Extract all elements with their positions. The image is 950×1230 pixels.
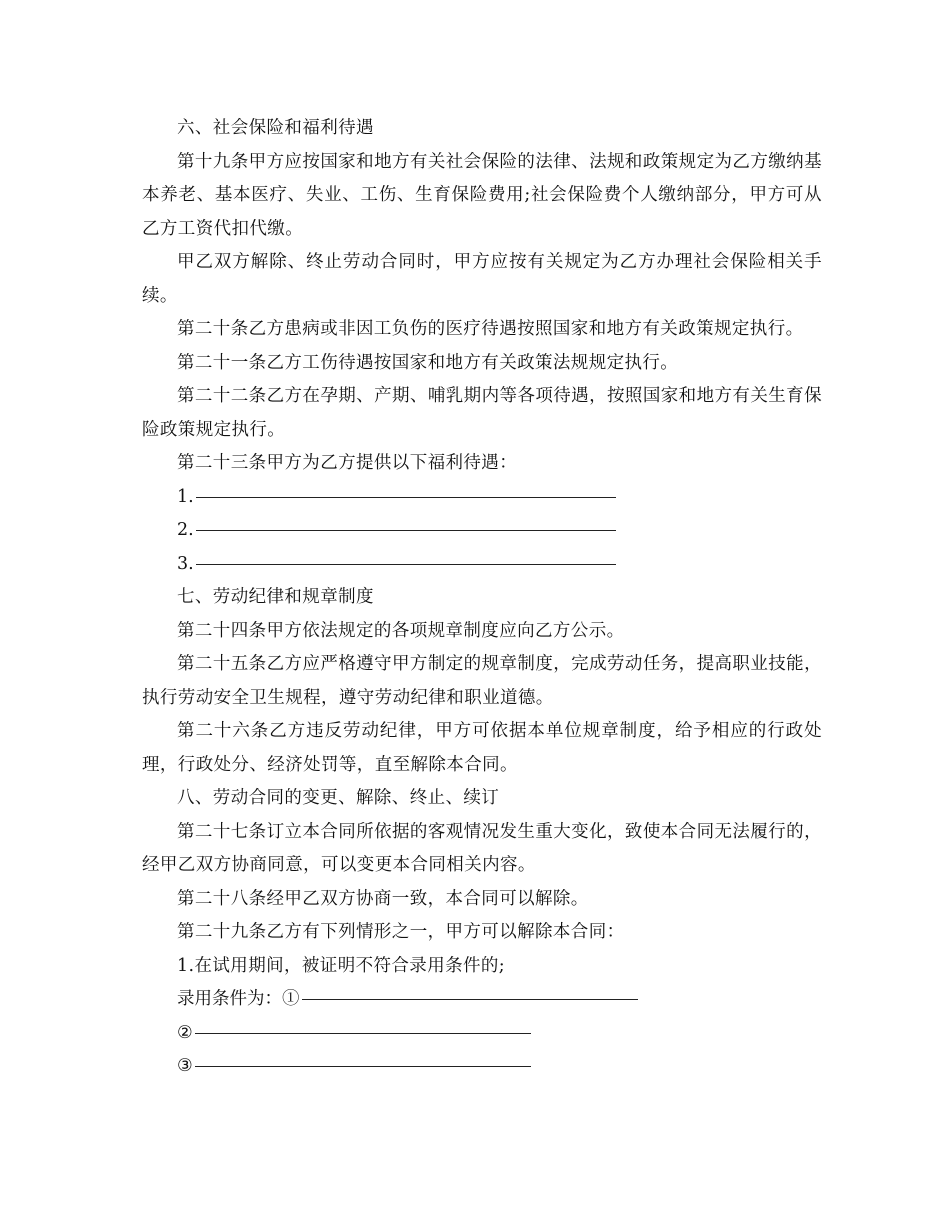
document-body bbox=[142, 112, 822, 1084]
paragraph: 第二十二条乙方在孕期、产期、哺乳期内等各项待遇，按照国家和地方有关生育保险政策规定执行。 bbox=[142, 386, 822, 440]
blank-underline bbox=[302, 998, 638, 1000]
paragraph: 第二十五条乙方应严格遵守甲方制定的规章制度，完成劳动任务，提高职业技能，执行劳动安全卫生规程，遵守劳动纪律和职业道德。 bbox=[142, 654, 822, 708]
blank-label: ② bbox=[177, 1022, 193, 1043]
paragraph: 第二十九条乙方有下列情形之一，甲方可以解除本合同： bbox=[177, 922, 625, 942]
paragraph: 六、社会保险和福利待遇 bbox=[177, 118, 374, 138]
paragraph: 1.在试用期间，被证明不符合录用条件的; bbox=[177, 955, 506, 976]
blank-label: 1. bbox=[177, 486, 194, 507]
paragraph: 第二十三条甲方为乙方提供以下福利待遇： bbox=[177, 453, 518, 473]
paragraph: 第二十条乙方患病或非因工负伤的医疗待遇按照国家和地方有关政策规定执行。 bbox=[177, 319, 804, 339]
paragraph: 第二十四条甲方依法规定的各项规章制度应向乙方公示。 bbox=[177, 620, 625, 641]
fill-in-blank-line bbox=[142, 481, 822, 515]
fill-in-blank-line bbox=[142, 983, 822, 1017]
paragraph: 第二十七条订立本合同所依据的客观情况发生重大变化，致使本合同无法履行的，经甲乙双方协商同意，可以变更本合同相关内容。 bbox=[142, 821, 822, 875]
blank-underline bbox=[195, 1065, 531, 1067]
blank-underline bbox=[196, 496, 616, 498]
fill-in-blank-line bbox=[142, 548, 822, 582]
blank-label: 录用条件为：① bbox=[177, 989, 300, 1009]
paragraph: 七、劳动纪律和规章制度 bbox=[177, 587, 374, 607]
paragraph: 第二十六条乙方违反劳动纪律，甲方可依据本单位规章制度，给予相应的行政处理，行政处分、经济处罚等，直至解除本合同。 bbox=[142, 721, 822, 775]
paragraph: 第二十八条经甲乙双方协商一致，本合同可以解除。 bbox=[177, 888, 589, 909]
blank-underline bbox=[196, 529, 616, 531]
paragraph: 第十九条甲方应按国家和地方有关社会保险的法律、法规和政策规定为乙方缴纳基本养老、基本医疗、失业、工伤、生育保险费用;社会保险费个人缴纳部分，甲方可从乙方工资代扣代缴。 bbox=[142, 151, 822, 239]
paragraph: 八、劳动合同的变更、解除、终止、续订 bbox=[177, 788, 500, 808]
fill-in-blank-line bbox=[142, 1050, 822, 1084]
blank-underline bbox=[196, 563, 616, 565]
fill-in-blank-line bbox=[142, 514, 822, 548]
blank-label: 3. bbox=[177, 553, 194, 574]
blank-label: ③ bbox=[177, 1056, 193, 1076]
fill-in-blank-line bbox=[142, 1017, 822, 1051]
paragraph: 甲乙双方解除、终止劳动合同时，甲方应按有关规定为乙方办理社会保险相关手续。 bbox=[142, 252, 822, 306]
blank-label: 2. bbox=[177, 520, 194, 540]
paragraph: 第二十一条乙方工伤待遇按国家和地方有关政策法规规定执行。 bbox=[177, 352, 679, 373]
blank-underline bbox=[195, 1032, 531, 1034]
